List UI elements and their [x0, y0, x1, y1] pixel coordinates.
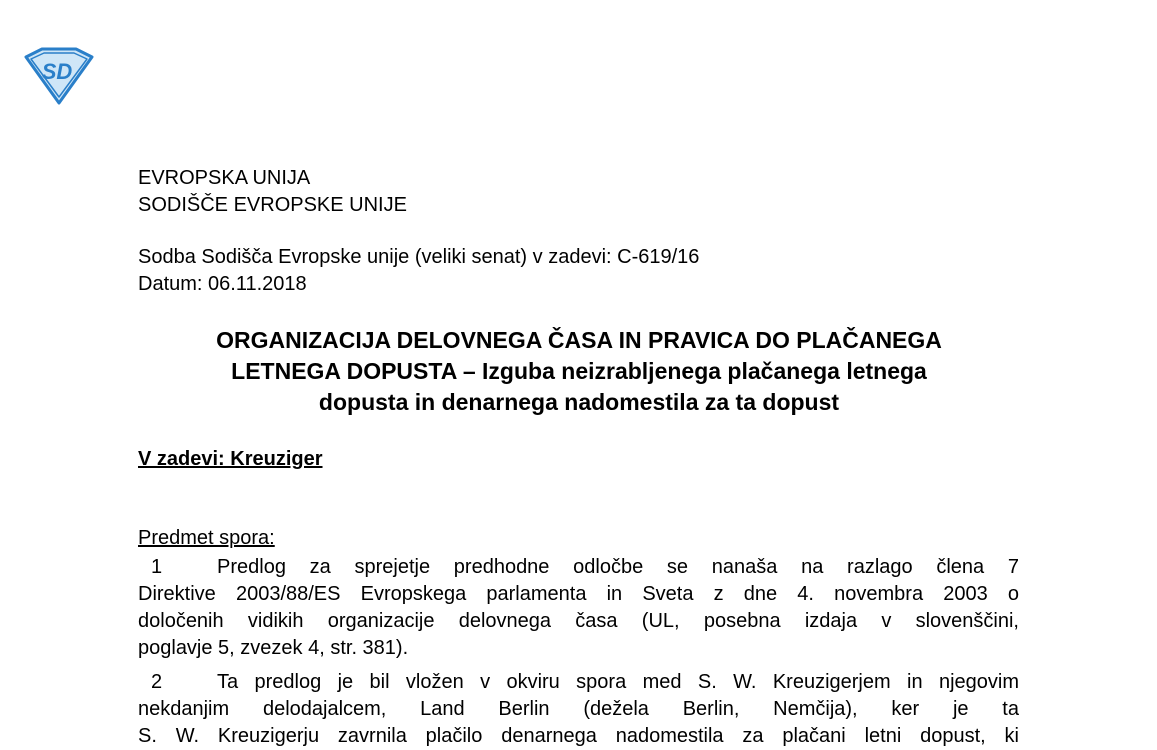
- paragraph-text: Predlog za sprejetje predhodne odločbe se nanaša na razlago člena 7: [217, 556, 1019, 578]
- header-block: [138, 165, 407, 219]
- paragraph-1-line-1: [138, 554, 1019, 581]
- judgment-date: Datum: 06.11.2018: [138, 273, 307, 295]
- case-name: V zadevi: Kreuziger: [138, 448, 323, 470]
- union-name: EVROPSKA UNIJA: [138, 167, 311, 189]
- title-line-3: dopusta in denarnega nadomestila za ta dopust: [318, 389, 840, 415]
- paragraph-2-line-3: S. W. Kreuzigerju zavrnila plačilo denarnega nadomestila za plačani letni dopust, ki: [138, 725, 1019, 747]
- subject-heading: Predmet spora:: [138, 527, 275, 549]
- paragraph-1-line-3: določenih vidikih organizacije delovnega časa (UL, posebna izdaja v slovenščini,: [138, 610, 1019, 632]
- logo-text: SD: [41, 59, 73, 84]
- title-line-2: LETNEGA DOPUSTA – Izguba neizrabljenega plačanega letnega: [231, 358, 927, 384]
- document-title: [120, 325, 1038, 418]
- paragraph-1-line-2: Direktive 2003/88/ES Evropskega parlamenta in Sveta z dne 4. novembra 2003 o: [138, 583, 1019, 605]
- title-line-1: ORGANIZACIJA DELOVNEGA ČASA IN PRAVICA DO PLAČANEGA: [216, 327, 942, 353]
- sd-shield-logo-icon: [22, 47, 96, 105]
- paragraph-number: 1: [151, 556, 163, 578]
- paragraph-2-line-2: nekdanjim delodajalcem, Land Berlin (dežela Berlin, Nemčija), ker je ta: [138, 698, 1019, 720]
- case-info-block: [138, 244, 699, 298]
- paragraph-1-line-4: poglavje 5, zvezek 4, str. 381).: [138, 637, 409, 659]
- paragraph-text: Ta predlog je bil vložen v okviru spora med S. W. Kreuzigerjem in njegovim: [217, 671, 1019, 693]
- paragraph-2-line-1: [138, 669, 1019, 696]
- paragraph-number: 2: [151, 671, 163, 693]
- court-name: SODIŠČE EVROPSKE UNIJE: [138, 194, 407, 216]
- judgment-reference: Sodba Sodišča Evropske unije (veliki senat) v zadevi: C-619/16: [138, 246, 700, 268]
